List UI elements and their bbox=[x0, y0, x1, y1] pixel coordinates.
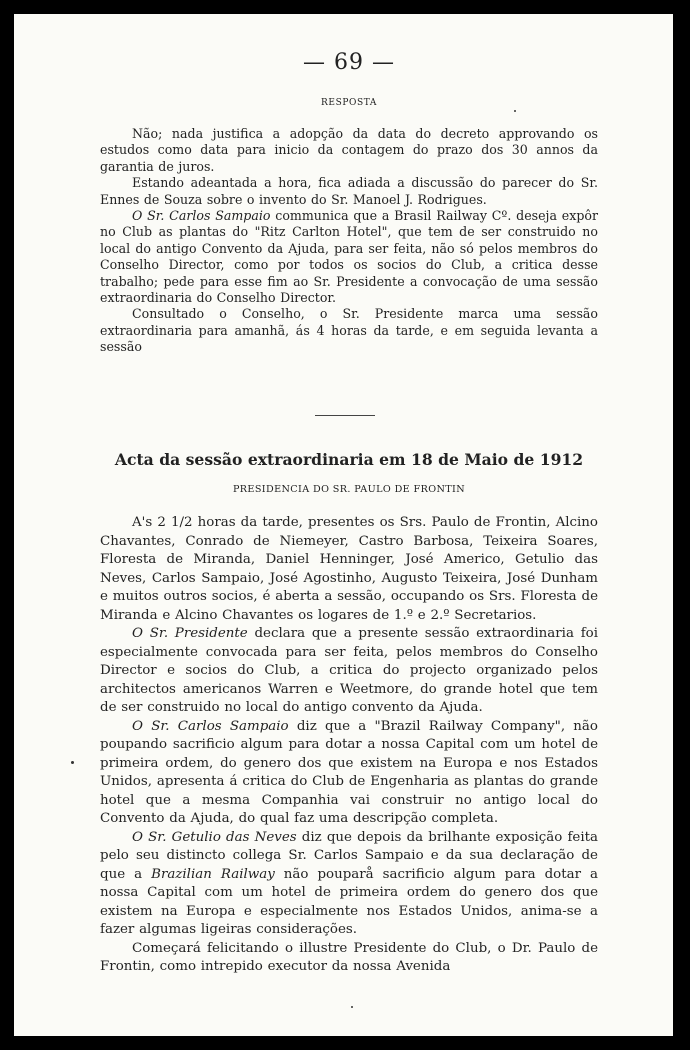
page-number: — 69 — bbox=[303, 50, 395, 75]
scan-speck bbox=[71, 761, 74, 764]
paragraph-text: diz que depois da brilhante exposição feita pelo seu distincto collega Sr. Carlos Sampaio e da sua declaração de que a bbox=[100, 829, 599, 882]
speaker-name: O Sr. Presidente bbox=[132, 626, 248, 641]
paragraph-text: diz que a "Brazil Railway Company", não poupando sacrificio algum para dotar a nossa Capital com um hotel de primeira ordem, do genero dos que existem na Europa e nos Estados Unidos, apresenta á critica do Club de Engenharia as plantas do grande hotel que a mesma Companhia vai construir no antigo local do Convento da Ajuda, do qual faz uma descripção completa. bbox=[100, 718, 598, 826]
paragraph-resposta: Não; nada justifica a adopção da data do decreto approvando os estudos como data para inicio da contagem do prazo dos 30 annos da garantia de juros. bbox=[100, 126, 598, 174]
paragraph-encerramento: Consultado o Conselho, o Sr. Presidente marca uma sessão extraordinaria para amanhã, ás 4 horas da tarde, e em seguida levanta a sessão bbox=[100, 306, 598, 355]
presidencia-line: PRESIDENCIA DO SR. PAULO DE FRONTIN bbox=[232, 484, 466, 495]
paragraph-text: declara que a presente sessão extraordinaria foi especialmente convocada para ser feita, pelos membros do Conselho Director e socios do Club, a critica do projecto organizado pelos architectos americanos Warren e Weetmore, do grande hotel que tem de ser construido no local do antigo convento da Ajuda. bbox=[100, 626, 598, 715]
paragraph-adiamento: Estando adeantada a hora, fica adiada a discussão do parecer do Sr. Ennes de Souza sobre o invento do Sr. Manoel J. Rodrigues. bbox=[100, 175, 598, 207]
minutes-continuation bbox=[100, 126, 598, 356]
speaker-name: O Sr. Getulio das Neves bbox=[132, 829, 297, 845]
paragraph-presidente bbox=[100, 625, 598, 718]
speaker-name: O Sr. Carlos Sampaio bbox=[132, 718, 289, 734]
document-page bbox=[14, 14, 673, 1036]
acta-title: Acta da sessão extraordinaria em 18 de Maio de 1912 bbox=[114, 450, 584, 469]
paragraph-carlos-sampaio bbox=[100, 208, 598, 306]
speaker-name: O Sr. Carlos Sampaio bbox=[132, 208, 271, 224]
paragraph-carlos-sampaio-2 bbox=[100, 718, 598, 829]
paragraph-text: não pouparå sacrificio algum para dotar a nossa Capital com um hotel de primeira ordem do genero dos que existem na Europa e especialmente nos Estados Unidos, anima-se a fazer algumas ligeiras considerações. bbox=[100, 866, 598, 937]
paragraph-text: communica que a Brasil Railway Cº. deseja expôr no Club as plantas do "Ritz Carlton Hotel", que tem de ser construido no local do antigo Convento da Ajuda, para ser feita, não só pelos membros do Conselho Director, como por todos os socios do Club, a critica desse trabalho; pede para esse fim ao Sr. Presidente a convocação de uma sessão extraordinaria do Conselho Director. bbox=[100, 208, 598, 306]
scan-speck bbox=[351, 1006, 353, 1008]
paragraph-felicitacao: Começará felicitando o illustre Presidente do Club, o Dr. Paulo de Frontin, como intrepido executor da nossa Avenida bbox=[100, 940, 598, 974]
paragraph-getulio bbox=[100, 829, 598, 940]
acta-body bbox=[100, 514, 598, 977]
company-name: Brazilian Railway bbox=[151, 866, 275, 882]
resposta-heading: RESPOSTA bbox=[321, 98, 377, 108]
scan-speck bbox=[514, 110, 516, 112]
paragraph-abertura: A's 2 1/2 horas da tarde, presentes os Srs. Paulo de Frontin, Alcino Chavantes, Conrado de Niemeyer, Castro Barbosa, Teixeira Soares, Floresta de Miranda, Daniel Henninger, José Americo, Getulio das Neves, Carlos Sampaio, José Agostinho, Augusto Teixeira, José Dunham e muitos outros socios, é aberta a sessão, occupando os Srs. Floresta de Miranda e Alcino Chavantes os logares de 1.º e 2.º Secretarios. bbox=[100, 515, 598, 623]
section-divider bbox=[315, 415, 375, 416]
